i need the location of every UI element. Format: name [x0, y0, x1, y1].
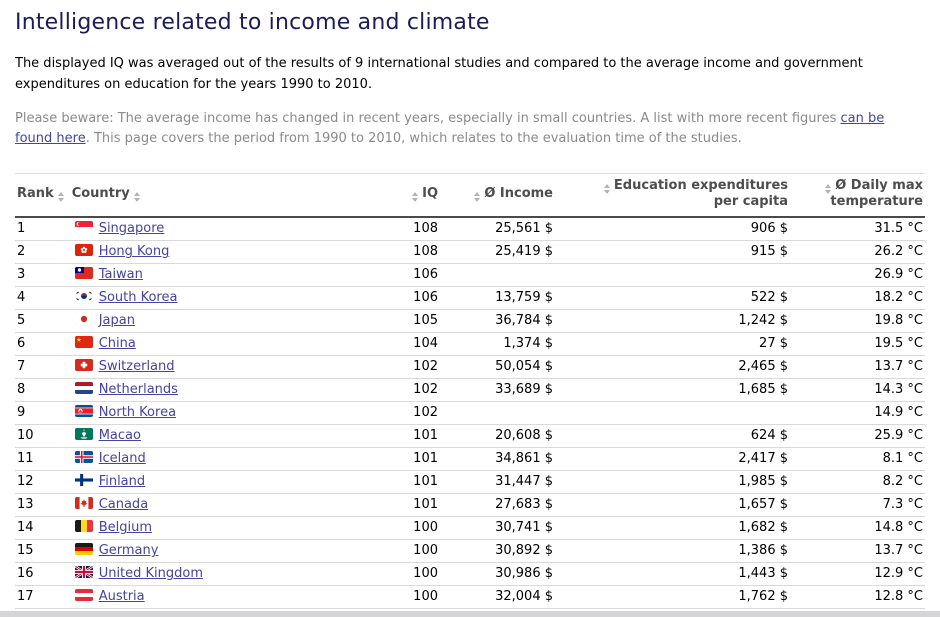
notice-text-before: Please beware: The average income has changed in recent years, especially in small countries. A list with more recent figures: [15, 110, 841, 126]
country-cell: [70, 356, 345, 379]
recent-figures-link[interactable]: can be found here: [15, 110, 885, 146]
rank-value: 14: [17, 520, 34, 536]
column-header-country[interactable]: [70, 173, 345, 217]
rank-cell: [15, 333, 70, 356]
temperature-cell: 18.2 °C: [790, 287, 925, 310]
rank-value: 17: [17, 589, 34, 605]
country-link[interactable]: Taiwan: [98, 267, 143, 283]
income-cell: [440, 264, 555, 287]
education-cell: 624 $: [555, 425, 790, 448]
table-row: [15, 586, 925, 609]
column-header-iq-label: IQ: [422, 186, 438, 201]
flag-finland-icon: [75, 474, 93, 486]
income-cell: 36,784 $: [440, 310, 555, 333]
table-row: [15, 494, 925, 517]
sort-icon[interactable]: [474, 192, 480, 202]
country-link[interactable]: Germany: [98, 543, 159, 559]
iq-cell: 100: [345, 517, 440, 540]
iq-cell: 101: [345, 471, 440, 494]
column-header-income[interactable]: [440, 173, 555, 217]
country-link[interactable]: Belgium: [98, 520, 152, 536]
table-row: [15, 287, 925, 310]
education-cell: 27 $: [555, 333, 790, 356]
income-cell: 25,419 $: [440, 241, 555, 264]
income-cell: 30,986 $: [440, 563, 555, 586]
rank-value: 15: [17, 543, 34, 559]
rank-value: 12: [17, 474, 34, 490]
flag-united-kingdom-icon: [75, 566, 93, 578]
iq-cell: 106: [345, 264, 440, 287]
table-row: [15, 333, 925, 356]
temperature-cell: 14.9 °C: [790, 402, 925, 425]
education-cell: 522 $: [555, 287, 790, 310]
table-row: [15, 425, 925, 448]
rank-value: 3: [17, 267, 26, 283]
income-cell: 33,689 $: [440, 379, 555, 402]
country-cell: [70, 379, 345, 402]
country-link[interactable]: Netherlands: [98, 382, 178, 398]
education-cell: 1,985 $: [555, 471, 790, 494]
iq-cell: 106: [345, 287, 440, 310]
rank-value: 1: [17, 221, 26, 237]
income-cell: 20,608 $: [440, 425, 555, 448]
column-header-country-label: Country: [71, 186, 130, 201]
rank-value: 6: [17, 336, 26, 352]
income-cell: [440, 402, 555, 425]
rank-cell: [15, 402, 70, 425]
country-link[interactable]: South Korea: [98, 290, 178, 306]
table-row: [15, 217, 925, 241]
sort-icon[interactable]: [412, 192, 418, 202]
table-row: [15, 402, 925, 425]
country-link[interactable]: Austria: [98, 589, 145, 605]
temperature-cell: 13.7 °C: [790, 540, 925, 563]
column-header-income-label: Ø Income: [484, 186, 553, 201]
rank-cell: [15, 379, 70, 402]
rank-cell: [15, 448, 70, 471]
table-row: [15, 471, 925, 494]
income-cell: 50,054 $: [440, 356, 555, 379]
table-row: [15, 540, 925, 563]
temperature-cell: 19.5 °C: [790, 333, 925, 356]
country-cell: [70, 264, 345, 287]
bottom-divider-bar: [0, 611, 940, 617]
table-row: [15, 356, 925, 379]
country-link[interactable]: Singapore: [98, 221, 165, 237]
table-row: [15, 448, 925, 471]
country-cell: [70, 471, 345, 494]
rank-value: 11: [17, 451, 34, 467]
country-cell: [70, 586, 345, 609]
column-header-education-label: Education expenditures: [613, 177, 788, 193]
column-header-temperature[interactable]: [790, 173, 925, 217]
flag-china-icon: [75, 336, 93, 348]
country-cell: [70, 563, 345, 586]
rank-cell: [15, 425, 70, 448]
rank-value: 5: [17, 313, 26, 329]
education-cell: [555, 402, 790, 425]
flag-canada-icon: [75, 497, 93, 509]
country-cell: [70, 310, 345, 333]
temperature-cell: 26.2 °C: [790, 241, 925, 264]
education-cell: 2,465 $: [555, 356, 790, 379]
country-cell: [70, 517, 345, 540]
sort-icon[interactable]: [604, 184, 610, 194]
education-cell: 2,417 $: [555, 448, 790, 471]
education-cell: 1,386 $: [555, 540, 790, 563]
rank-value: 13: [17, 497, 34, 513]
iq-cell: 108: [345, 241, 440, 264]
rank-value: 7: [17, 359, 26, 375]
country-cell: [70, 217, 345, 241]
rank-value: 4: [17, 290, 26, 306]
iq-cell: 100: [345, 586, 440, 609]
temperature-cell: 26.9 °C: [790, 264, 925, 287]
rank-cell: [15, 356, 70, 379]
sort-icon[interactable]: [58, 192, 64, 202]
country-cell: [70, 540, 345, 563]
country-link[interactable]: North Korea: [98, 405, 177, 421]
rank-cell: [15, 540, 70, 563]
rank-value: 9: [17, 405, 26, 421]
iq-cell: 100: [345, 540, 440, 563]
education-cell: 906 $: [555, 217, 790, 241]
table-row: [15, 517, 925, 540]
country-link[interactable]: Switzerland: [98, 359, 175, 375]
rank-cell: [15, 310, 70, 333]
flag-switzerland-icon: [75, 359, 93, 371]
rank-value: 2: [17, 244, 26, 260]
education-cell: [555, 264, 790, 287]
rank-cell: [15, 586, 70, 609]
temperature-cell: 7.3 °C: [790, 494, 925, 517]
country-cell: [70, 402, 345, 425]
column-header-rank-label: Rank: [17, 186, 54, 201]
column-header-rank[interactable]: [15, 173, 70, 217]
iq-cell: 102: [345, 402, 440, 425]
iq-cell: 105: [345, 310, 440, 333]
income-cell: 27,683 $: [440, 494, 555, 517]
notice-text: [15, 109, 905, 149]
iq-cell: 108: [345, 217, 440, 241]
column-header-temperature-label2: temperature: [830, 194, 923, 210]
country-cell: [70, 425, 345, 448]
country-link[interactable]: Canada: [98, 497, 149, 513]
temperature-cell: 14.3 °C: [790, 379, 925, 402]
country-link[interactable]: Finland: [98, 474, 146, 490]
temperature-cell: 8.1 °C: [790, 448, 925, 471]
rank-cell: [15, 264, 70, 287]
rank-cell: [15, 563, 70, 586]
sort-icon[interactable]: [825, 184, 831, 194]
temperature-cell: 19.8 °C: [790, 310, 925, 333]
flag-singapore-icon: [75, 221, 93, 233]
flag-south-korea-icon: [75, 290, 93, 302]
income-cell: 1,374 $: [440, 333, 555, 356]
rank-cell: [15, 517, 70, 540]
country-link[interactable]: Japan: [98, 313, 135, 329]
rank-value: 16: [17, 566, 34, 582]
education-cell: 915 $: [555, 241, 790, 264]
temperature-cell: 25.9 °C: [790, 425, 925, 448]
flag-netherlands-icon: [75, 382, 93, 394]
rank-cell: [15, 241, 70, 264]
flag-austria-icon: [75, 589, 93, 601]
country-link[interactable]: China: [98, 336, 136, 352]
iq-cell: 101: [345, 494, 440, 517]
flag-japan-icon: [75, 313, 93, 325]
temperature-cell: 14.8 °C: [790, 517, 925, 540]
iq-cell: 101: [345, 448, 440, 471]
country-cell: [70, 494, 345, 517]
table-body: [15, 217, 925, 609]
education-cell: 1,762 $: [555, 586, 790, 609]
flag-taiwan-icon: [75, 267, 93, 279]
rank-cell: [15, 287, 70, 310]
column-header-temperature-label: Ø Daily max: [835, 177, 923, 193]
iq-cell: 102: [345, 379, 440, 402]
education-cell: 1,657 $: [555, 494, 790, 517]
income-cell: 32,004 $: [440, 586, 555, 609]
table-row: [15, 563, 925, 586]
table-row: [15, 241, 925, 264]
flag-belgium-icon: [75, 520, 93, 532]
iq-cell: 100: [345, 563, 440, 586]
temperature-cell: 31.5 °C: [790, 217, 925, 241]
flag-macao-icon: [75, 428, 93, 440]
rank-cell: [15, 471, 70, 494]
iq-cell: 102: [345, 356, 440, 379]
notice-text-after: . This page covers the period from 1990 to 2010, which relates to the evaluation time of the studies.: [85, 130, 742, 146]
table-header: [15, 173, 925, 217]
income-cell: 30,892 $: [440, 540, 555, 563]
table-row: [15, 264, 925, 287]
column-header-iq[interactable]: [345, 173, 440, 217]
income-cell: 30,741 $: [440, 517, 555, 540]
flag-hong-kong-icon: [75, 244, 93, 256]
iq-table: [15, 173, 925, 610]
country-cell: [70, 241, 345, 264]
country-link[interactable]: United Kingdom: [98, 566, 204, 582]
iq-cell: 101: [345, 425, 440, 448]
education-cell: 1,443 $: [555, 563, 790, 586]
rank-value: 8: [17, 382, 26, 398]
country-link[interactable]: Hong Kong: [98, 244, 170, 260]
sort-icon[interactable]: [134, 192, 140, 202]
rank-cell: [15, 217, 70, 241]
rank-value: 10: [17, 428, 34, 444]
column-header-education-label2: per capita: [713, 194, 788, 210]
flag-germany-icon: [75, 543, 93, 555]
country-cell: [70, 287, 345, 310]
income-cell: 25,561 $: [440, 217, 555, 241]
temperature-cell: 13.7 °C: [790, 356, 925, 379]
table-row: [15, 379, 925, 402]
column-header-education[interactable]: [555, 173, 790, 217]
country-cell: [70, 333, 345, 356]
education-cell: 1,242 $: [555, 310, 790, 333]
flag-north-korea-icon: [75, 405, 93, 417]
country-link[interactable]: Macao: [98, 428, 141, 444]
income-cell: 34,861 $: [440, 448, 555, 471]
page-title: Intelligence related to income and climate: [15, 10, 490, 35]
table-row: [15, 310, 925, 333]
country-link[interactable]: Iceland: [98, 451, 146, 467]
country-cell: [70, 448, 345, 471]
rank-cell: [15, 494, 70, 517]
temperature-cell: 12.8 °C: [790, 586, 925, 609]
education-cell: 1,682 $: [555, 517, 790, 540]
flag-iceland-icon: [75, 451, 93, 463]
temperature-cell: 8.2 °C: [790, 471, 925, 494]
income-cell: 31,447 $: [440, 471, 555, 494]
income-cell: 13,759 $: [440, 287, 555, 310]
intro-text: The displayed IQ was averaged out of the results of 9 international studies and compared to the average income and government expenditures on education for the years 1990 to 2010.: [15, 56, 863, 92]
temperature-cell: 12.9 °C: [790, 563, 925, 586]
education-cell: 1,685 $: [555, 379, 790, 402]
iq-cell: 104: [345, 333, 440, 356]
